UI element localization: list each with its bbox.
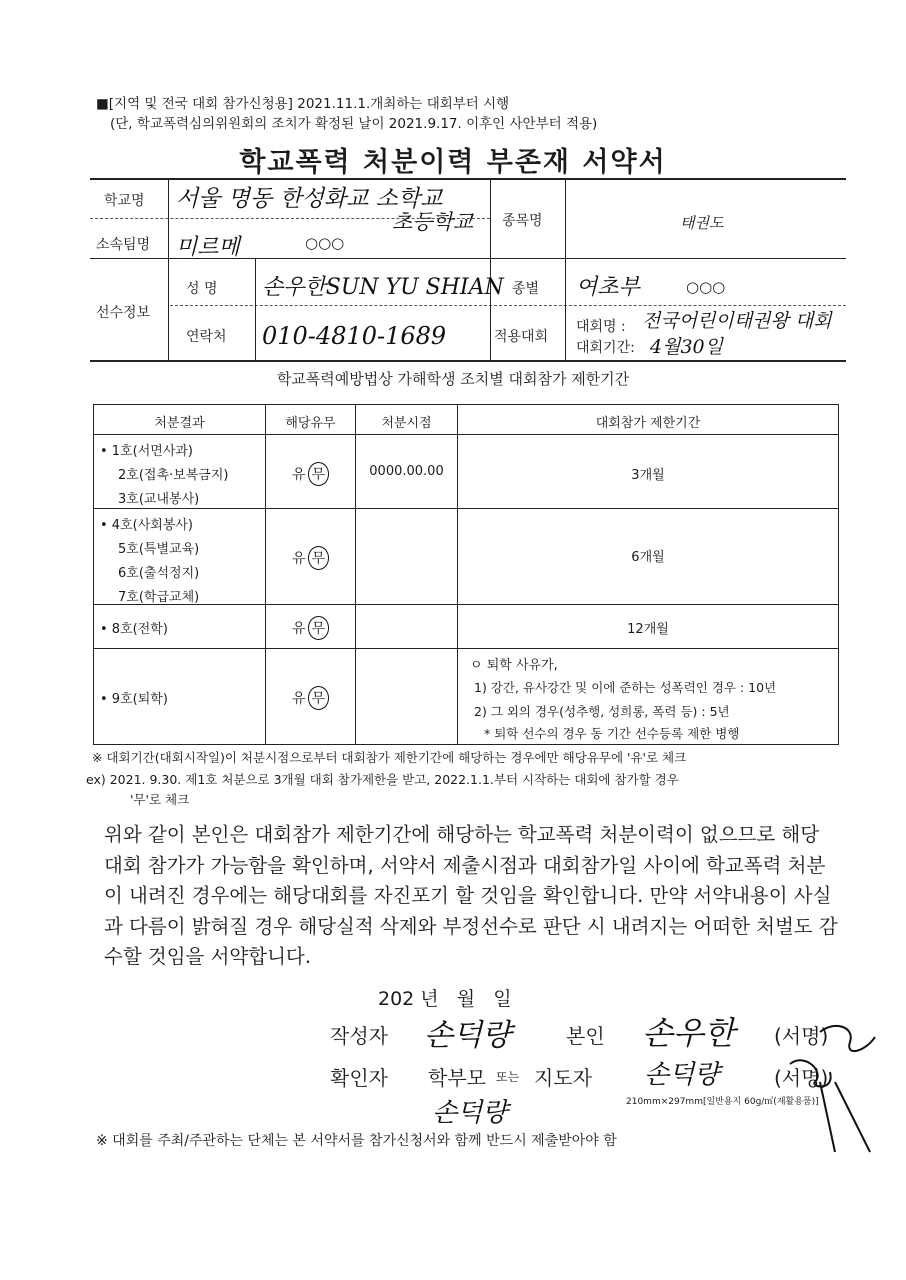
footer-note: ※ 대회를 주최/주관하는 단체는 본 서약서를 참가신청서와 함께 반드시 제출받아야 함 <box>96 1133 617 1149</box>
writer-signature: 손덕량 <box>424 1018 511 1053</box>
team-mark: ○○○ <box>305 234 345 252</box>
table-title: 학교폭력예방법상 가해학생 조치별 대회참가 제한기간 <box>276 370 630 388</box>
info-bottom-border <box>90 360 846 362</box>
competition-label: 대회명 : <box>576 319 626 335</box>
gender-mark: ○○○ <box>686 278 726 296</box>
row1-limit: 3개월 <box>631 468 665 483</box>
mid-col-line <box>490 178 491 360</box>
row4-answer-no: 무 <box>308 686 330 710</box>
parent-signature: 손덕량 <box>432 1098 508 1128</box>
seal-scribble <box>780 1012 890 1162</box>
row2-item-3: 6호(출석정지) <box>118 566 200 581</box>
row2-limit: 6개월 <box>631 550 665 565</box>
school-value: 서울 명동 한성화교 소학교 <box>176 186 443 212</box>
table-col3 <box>457 404 458 744</box>
col-header-result: 처분결과 <box>154 416 205 431</box>
sign-mark-1: (서명) <box>774 1024 829 1048</box>
row4-limit-line-4: * 퇴학 선수의 경우 동 기간 선수등록 제한 병행 <box>484 726 740 741</box>
table-left <box>93 404 94 744</box>
col-header-applicable: 해당유무 <box>285 416 336 431</box>
table-col2 <box>355 404 356 744</box>
row3-limit: 12개월 <box>627 622 669 637</box>
table-row2-bottom <box>93 604 839 605</box>
table-col1 <box>265 404 266 744</box>
gender-label: 종별 <box>512 281 540 297</box>
contact-label: 연락처 <box>186 329 227 345</box>
row4-answer <box>292 686 329 710</box>
right-col-line <box>565 178 566 360</box>
player-info-label: 선수정보 <box>96 305 151 321</box>
date-line: 202 년 월 일 <box>378 988 512 1010</box>
row3-answer-no: 무 <box>308 616 330 640</box>
row1-item-3: 3호(교내봉사) <box>118 492 200 507</box>
row2-item-4: 7호(학급교체) <box>118 590 200 605</box>
table-right <box>838 404 839 744</box>
table-bottom <box>93 744 839 745</box>
table-row1-bottom <box>93 508 839 509</box>
row2-item-2: 5호(특별교육) <box>118 542 200 557</box>
row1-item-2: 2호(접촉·보복금지) <box>118 468 229 483</box>
gender-value: 여초부 <box>576 275 640 300</box>
table-top <box>93 404 839 405</box>
row4-limit-line-3: 2) 그 외의 경우(성추행, 성희롱, 폭력 등) : 5년 <box>474 704 730 719</box>
period-label: 대회기간: <box>576 340 635 356</box>
school-value-2: 초등학교 <box>392 210 474 234</box>
table-row3-bottom <box>93 648 839 649</box>
self-signature: 손우한 <box>642 1014 735 1052</box>
row2-answer-yes: 유 <box>292 551 306 567</box>
row4-limit-line-2: 1) 강간, 유사강간 및 이에 준하는 성폭력인 경우 : 10년 <box>474 680 777 695</box>
row1-date: 0000.00.00 <box>369 464 444 479</box>
coach-signature: 손덕량 <box>644 1060 720 1090</box>
row1-answer <box>292 462 329 486</box>
notice-line-2: (단, 학교폭력심의위원회의 조치가 확정된 날이 2021.9.17. 이후인 사안부터 적용) <box>110 116 598 132</box>
row1-answer-no: 무 <box>308 462 330 486</box>
col-header-limit: 대회참가 제한기간 <box>595 416 701 431</box>
name-value: 손우한SUN YU SHIAN <box>262 275 504 300</box>
sub-label-col-line <box>255 258 256 360</box>
row2-answer-no: 무 <box>308 546 330 570</box>
event-label: 종목명 <box>502 213 543 229</box>
row2-answer <box>292 546 329 570</box>
parent-label: 학부모 <box>428 1066 486 1090</box>
school-label: 학교명 <box>104 193 145 209</box>
team-label: 소속팀명 <box>96 237 151 253</box>
note-3: '무'로 체크 <box>130 792 190 807</box>
event-value: 태권도 <box>680 214 724 232</box>
writer-label: 작성자 <box>330 1024 388 1048</box>
scribble-stroke-2 <box>790 1060 831 1086</box>
coach-label: 지도자 <box>534 1066 592 1090</box>
row1-answer-yes: 유 <box>292 467 306 483</box>
self-label: 본인 <box>566 1024 605 1048</box>
name-label: 성 명 <box>186 281 218 297</box>
row2-item-1: • 4호(사회봉사) <box>100 518 194 533</box>
verifier-label: 확인자 <box>330 1066 388 1090</box>
row4-limit-line-1: ㅇ 퇴학 사유가, <box>470 658 558 673</box>
page-title: 학교폭력 처분이력 부존재 서약서 <box>239 147 667 178</box>
note-2: ex) 2021. 9.30. 제1호 처분으로 3개월 대회 참가제한을 받고, 2022.1.1.부터 시작하는 대회에 참가할 경우 <box>86 772 679 787</box>
team-value: 미르메 <box>176 235 240 260</box>
row3-answer-yes: 유 <box>292 621 306 637</box>
competition-value: 전국어린이태권왕 대회 <box>642 310 832 332</box>
sign-mark-2: (서명) <box>774 1066 829 1090</box>
scribble-stroke-1 <box>820 1026 875 1051</box>
contact-value: 010-4810-1689 <box>262 322 447 350</box>
note-1: ※ 대회기간(대회시작일)이 처분시점으로부터 대회참가 제한기간에 해당하는 경우에만 해당유무에 '유'로 체크 <box>92 750 687 765</box>
notice-line-1: ■[지역 및 전국 대회 참가신청용] 2021.11.1.개최하는 대회부터 시행 <box>96 96 510 112</box>
or-label: 또는 <box>496 1070 520 1084</box>
row4-item-1: • 9호(퇴학) <box>100 692 168 707</box>
apply-label: 적용대회 <box>494 329 549 345</box>
scribble-stroke-3 <box>820 1082 870 1152</box>
row3-answer <box>292 616 329 640</box>
label-col-line <box>168 178 169 360</box>
pledge-paragraph: 위와 같이 본인은 대회참가 제한기간에 해당하는 학교폭력 처분이력이 없으므로 해당 대회 참가가 가능함을 확인하며, 서약서 제출시점과 대회참가일 사이에 학교폭력 처분이 내려진 경우에는 해당대회를 자진포기 할 것임을 확인합니다. 만약 서약내용이 사실과 다름이 밝혀질 경우 해당실적 삭제와 부정선수로 판단 시 내려지는 어떠한 처벌도 감수할 것임을 서약합니다. <box>104 823 838 968</box>
row4-answer-yes: 유 <box>292 691 306 707</box>
period-value: 4월30일 <box>650 336 723 358</box>
paper-spec: 210mm×297mm[일반용지 60g/㎡(재활용품)] <box>626 1097 819 1107</box>
row3-item-1: • 8호(전학) <box>100 622 168 637</box>
col-header-date: 처분시점 <box>381 416 432 431</box>
row1-item-1: • 1호(서면사과) <box>100 444 194 459</box>
table-header-bottom <box>93 434 839 435</box>
